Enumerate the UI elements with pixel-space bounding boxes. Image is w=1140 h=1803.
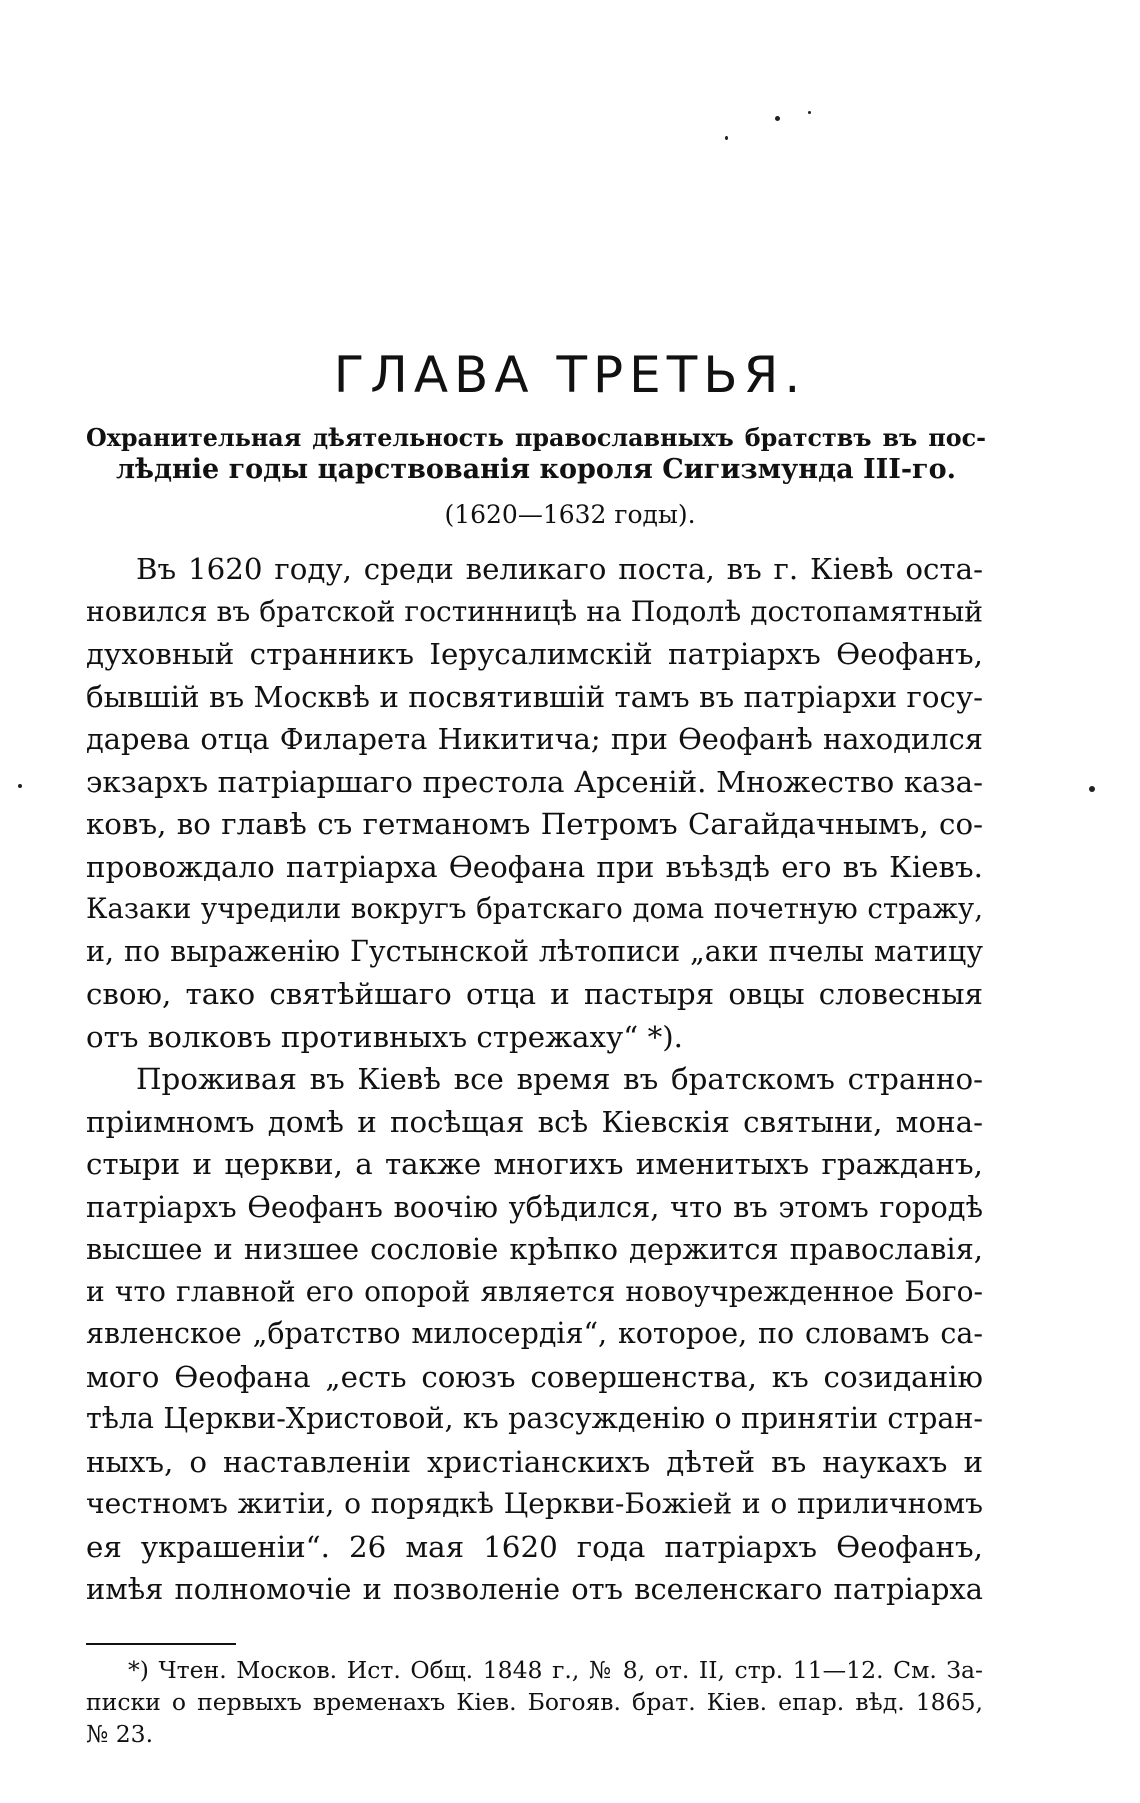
text-line: отъ волковъ противныхъ стрежаху“ *).: [86, 1019, 683, 1054]
text-line: патріархъ Ѳеофанъ воочію убѣдился, что въ этомъ городѣ: [86, 1189, 983, 1224]
subtitle-line: Охранительная дѣятельность православныхъ братствъ въ пос-: [86, 424, 986, 452]
text-line: тѣла Церкви-Христовой, къ разсужденію о принятіи стран-: [86, 1402, 983, 1435]
print-speck: [808, 111, 811, 114]
text-line: ныхъ, о наставленіи христіанскихъ дѣтей въ наукахъ и: [86, 1444, 983, 1479]
subtitle-line: лѣдніе годы царствованія короля Сигизмунда III-го.: [115, 454, 957, 485]
text-line: провождало патріарха Ѳеофана при въѣздѣ его въ Кіевъ.: [86, 849, 983, 884]
print-speck: [775, 116, 780, 121]
text-line: явленское „братство милосердія“, которое, по словамъ са-: [86, 1317, 983, 1350]
footnote: [86, 1654, 983, 1750]
paragraph-2: [86, 1058, 983, 1611]
text-line: ея украшеніи“. 26 мая 1620 года патріархъ Ѳеофанъ,: [86, 1529, 983, 1564]
text-line: мого Ѳеофана „есть союзъ совершенства, къ созиданію: [86, 1359, 983, 1394]
text-line: пріимномъ домѣ и посѣщая всѣ Кіевскія святыни, мона-: [86, 1104, 983, 1139]
text-line: и, по выраженію Густынской лѣтописи „аки пчелы матицу: [86, 934, 983, 968]
text-line: экзархъ патріаршаго престола Арсеній. Множество каза-: [86, 764, 983, 799]
text-line: бывшій въ Москвѣ и посвятившій тамъ въ патріархи госу-: [86, 679, 983, 714]
footnote-line: № 23.: [86, 1720, 154, 1748]
text-line: ковъ, во главѣ съ гетманомъ Петромъ Сагайдачнымъ, со-: [86, 807, 983, 841]
paragraph-1: [86, 548, 983, 1058]
text-line: дарева отца Филарета Никитича; при Ѳеофанѣ находился: [86, 722, 983, 756]
chapter-subtitle: [86, 423, 986, 485]
text-line: и что главной его опорой является новоучрежденное Бого-: [86, 1274, 983, 1308]
chapter-dates: (1620—1632 годы).: [444, 500, 696, 529]
text-line: Проживая въ Кіевѣ все время въ братскомъ странно-: [136, 1062, 983, 1096]
text-line: высшее и низшее сословіе крѣпко держится православія,: [86, 1232, 983, 1266]
footnote-line: писки о первыхъ временахъ Кіев. Богояв. брат. Кіев. епар. вѣд. 1865,: [86, 1688, 983, 1716]
text-line: имѣя полномочіе и позволеніе отъ вселенскаго патріарха: [86, 1572, 983, 1606]
text-line: стыри и церкви, а также многихъ именитыхъ гражданъ,: [86, 1147, 983, 1181]
text-line: честномъ житіи, о порядкѣ Церкви-Божіей и о приличномъ: [86, 1487, 983, 1520]
text-line: Въ 1620 году, среди великаго поста, въ г. Кіевѣ оста-: [136, 552, 983, 586]
text-line: Казаки учредили вокругъ братскаго дома почетную стражу,: [86, 892, 983, 925]
text-line: свою, тако святѣйшаго отца и пастыря овцы словесныя: [86, 977, 983, 1011]
body-text: [86, 548, 983, 1611]
print-speck: [1089, 786, 1095, 792]
text-line: новился въ братской гостинницѣ на Подолѣ достопамятный: [86, 594, 983, 628]
chapter-title: ГЛАВА ТРЕТЬЯ.: [333, 346, 807, 404]
print-speck: [18, 784, 22, 788]
text-line: духовный странникъ Іерусалимскій патріархъ Ѳеофанъ,: [86, 637, 983, 671]
footnote-line: *) Чтен. Москов. Ист. Общ. 1848 г., № 8, от. II, стр. 11—12. См. За-: [128, 1656, 983, 1684]
footnote-divider: [86, 1643, 236, 1645]
print-speck: [725, 136, 728, 140]
